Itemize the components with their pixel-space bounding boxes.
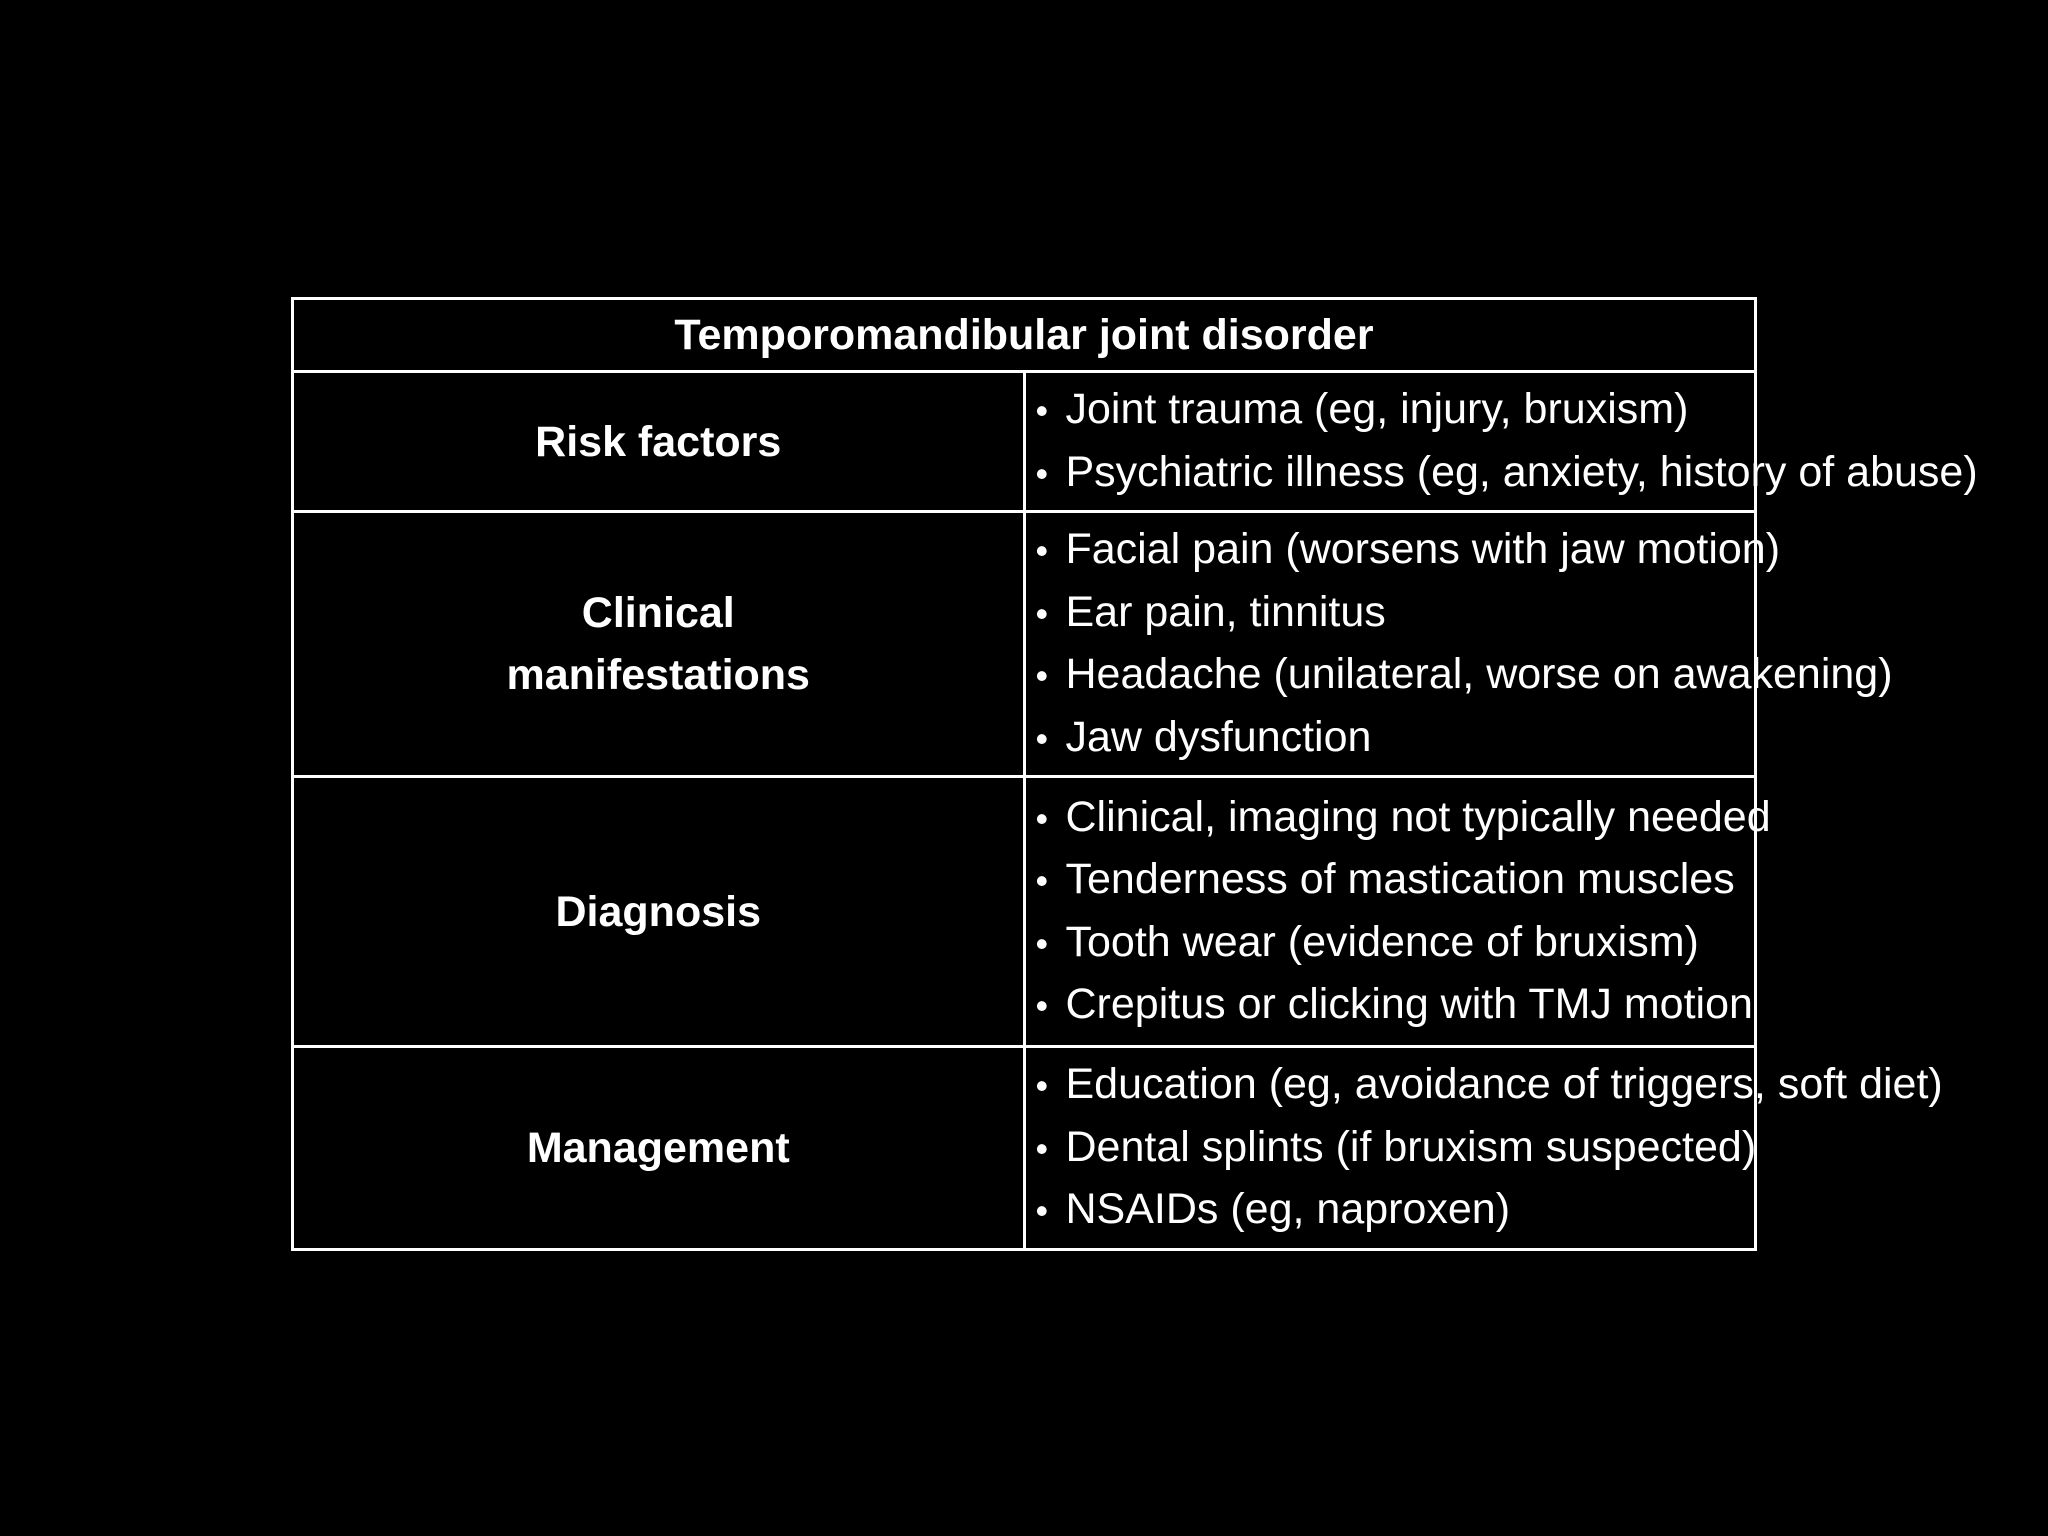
bullet-list [1035, 787, 1771, 1037]
bullet-icon: • [1035, 1065, 1049, 1106]
list-item-text: NSAIDs (eg, naproxen) [1065, 1185, 1511, 1233]
list-item [1035, 644, 1893, 707]
bullet-icon: • [1035, 797, 1049, 839]
row-label-line: manifestations [506, 651, 810, 699]
row-label-risk-factors: Risk factors [293, 372, 1025, 512]
table-row-risk-factors [293, 372, 1756, 512]
row-items-management [1024, 1047, 1943, 1250]
list-item [1036, 912, 1755, 975]
bullet-icon: • [1035, 592, 1049, 634]
list-item-text: Ear pain, tinnitus [1065, 587, 1386, 636]
bullet-icon: • [1035, 1127, 1049, 1169]
bullet-icon: • [1035, 985, 1049, 1026]
row-items-risk-factors [1024, 372, 1978, 512]
list-item [1036, 974, 1755, 1037]
list-item-text: Psychiatric illness (eg, anxiety, history of abuse) [1065, 447, 1978, 496]
table-title: Temporomandibular joint disorder [293, 299, 1756, 372]
list-item-text: Tooth wear (evidence of bruxism) [1065, 917, 1699, 966]
table-row-management [293, 1047, 1756, 1250]
bullet-icon: • [1035, 1190, 1049, 1231]
row-label-management: Management [293, 1047, 1025, 1250]
list-item-text: Dental splints (if bruxism suspected) [1065, 1122, 1757, 1171]
list-item-text: Crepitus or clicking with TMJ motion [1065, 980, 1753, 1028]
row-label-clinical-manifestations [293, 512, 1025, 777]
bullet-list [1035, 379, 1978, 504]
bullet-icon: • [1035, 452, 1049, 494]
list-item [1036, 1179, 1755, 1242]
list-item [1036, 849, 1755, 912]
list-item [1036, 379, 1755, 442]
bullet-list [1035, 1054, 1943, 1242]
list-item-text: Joint trauma (eg, injury, bruxism) [1065, 385, 1689, 433]
bullet-icon: • [1035, 717, 1049, 759]
tmj-summary-table [291, 297, 1978, 1251]
table-row-diagnosis [293, 777, 1756, 1047]
bullet-icon: • [1035, 390, 1049, 431]
list-item [1035, 1054, 1943, 1117]
bullet-icon: • [1035, 655, 1049, 696]
bullet-list [1035, 519, 1893, 769]
list-item [1036, 1117, 1755, 1180]
list-item-text: Headache (unilateral, worse on awakening) [1065, 650, 1893, 698]
bullet-icon: • [1035, 922, 1049, 964]
row-label-diagnosis: Diagnosis [293, 777, 1025, 1047]
bullet-icon: • [1035, 860, 1049, 901]
bullet-icon: • [1035, 530, 1049, 571]
row-label-line: Clinical [581, 589, 735, 637]
list-item [1035, 519, 1781, 582]
list-item-text: Clinical, imaging not typically needed [1065, 792, 1771, 841]
list-item-text: Tenderness of mastication muscles [1065, 855, 1735, 903]
list-item-text: Facial pain (worsens with jaw motion) [1065, 525, 1781, 573]
list-item [1035, 787, 1771, 850]
table-title-row [293, 299, 1756, 372]
list-item-text: Education (eg, avoidance of triggers, soft diet) [1065, 1060, 1943, 1108]
row-items-diagnosis [1024, 777, 1771, 1047]
table-row-clinical-manifestations [293, 512, 1756, 777]
row-items-clinical-manifestations [1024, 512, 1893, 777]
list-item [1036, 582, 1755, 645]
list-item [1036, 707, 1755, 770]
list-item [1035, 442, 1978, 505]
list-item-text: Jaw dysfunction [1065, 712, 1372, 761]
